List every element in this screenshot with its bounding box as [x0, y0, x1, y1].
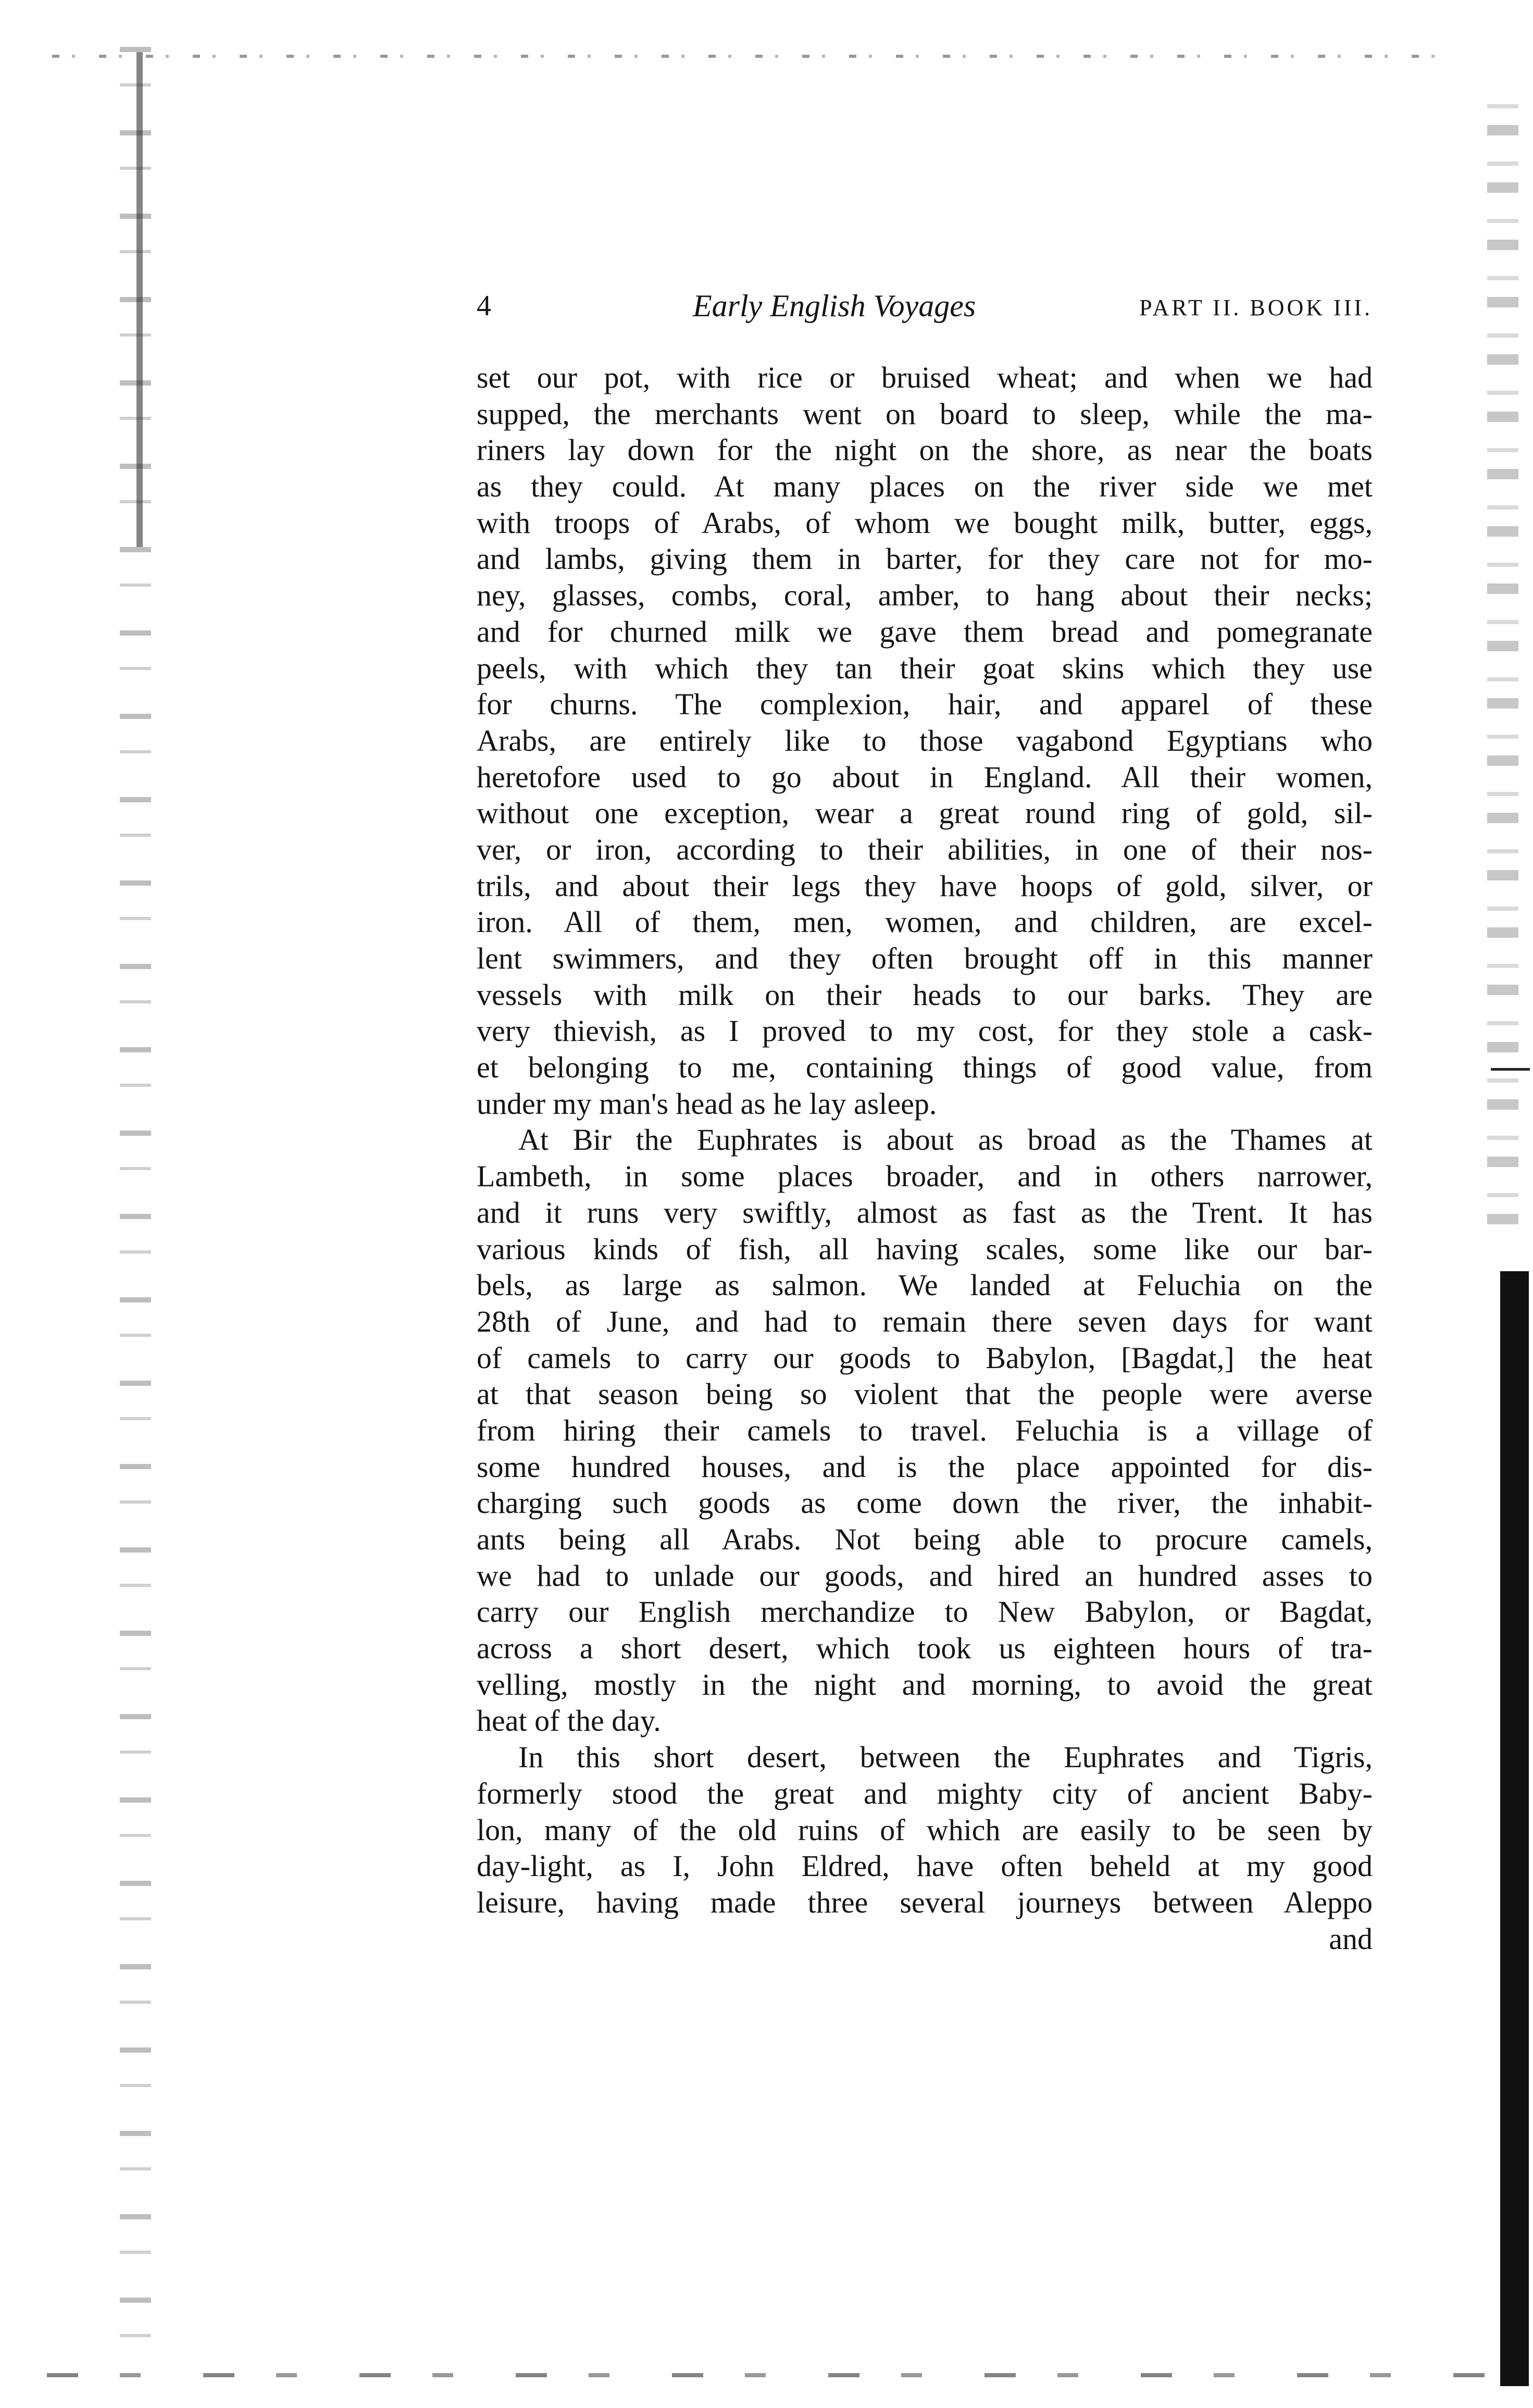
text-line: Arabs, are entirely like to those vagabond Egyptians who: [477, 723, 1373, 758]
text-line: lent swimmers, and they often brought off in this manner: [477, 941, 1373, 975]
text-line: from hiring their camels to travel. Feluchia is a village of: [477, 1413, 1373, 1447]
text-line: various kinds of fish, all having scales, some like our bar-: [477, 1232, 1373, 1266]
scan-gutter-shadow: [1500, 1271, 1529, 2386]
scan-edge-left: [120, 47, 151, 2339]
running-title: Early English Voyages: [693, 289, 976, 323]
text-line: 28th of June, and had to remain there seven days for want: [477, 1304, 1373, 1338]
text-line: supped, the merchants went on board to sleep, while the ma-: [477, 396, 1373, 431]
text-line: of camels to carry our goods to Babylon, [Bagdat,] the heat: [477, 1340, 1373, 1375]
text-line: under my man's head as he lay asleep.: [477, 1086, 937, 1121]
text-line: riners lay down for the night on the shore, as near the boats: [477, 433, 1373, 467]
text-line: and for churned milk we gave them bread and pomegranate: [477, 614, 1373, 649]
catchword: and: [1329, 1921, 1373, 1956]
text-line: with troops of Arabs, of whom we bought milk, butter, eggs,: [477, 505, 1373, 540]
text-line: leisure, having made three several journeys between Aleppo: [477, 1885, 1373, 1919]
text-line: at that season being so violent that the people were averse: [477, 1377, 1373, 1411]
page-number: 4: [477, 290, 491, 322]
text-line: for churns. The complexion, hair, and apparel of these: [477, 687, 1373, 722]
text-line: trils, and about their legs they have hoops of gold, silver, or: [477, 868, 1373, 903]
text-line: day-light, as I, John Eldred, have often beheld at my good: [477, 1849, 1373, 1883]
running-head: [477, 288, 1373, 324]
text-line: vessels with milk on their heads to our barks. They are: [477, 977, 1373, 1012]
text-line: et belonging to me, containing things of good value, from: [477, 1050, 1373, 1085]
text-line: lon, many of the old ruins of which are easily to be seen by: [477, 1813, 1373, 1847]
text-line: formerly stood the great and mighty city of ancient Baby-: [477, 1776, 1373, 1810]
text-line: heretofore used to go about in England. All their women,: [477, 760, 1373, 794]
text-line: and lambs, giving them in barter, for they care not for mo-: [477, 542, 1373, 576]
text-line: charging such goods as come down the river, the inhabit-: [477, 1486, 1373, 1520]
text-line: without one exception, wear a great round ring of gold, sil-: [477, 796, 1373, 830]
text-line: across a short desert, which took us eighteen hours of tra-: [477, 1631, 1373, 1666]
text-line: very thievish, as I proved to my cost, for they stole a cask-: [477, 1014, 1373, 1048]
text-line: set our pot, with rice or bruised wheat; and when we had: [477, 361, 1373, 394]
scan-binding-shadow: [136, 52, 143, 547]
text-line: ney, glasses, combs, coral, amber, to hang about their necks;: [477, 578, 1373, 613]
paragraph-start: At Bir the Euphrates is about as broad as the Thames at: [518, 1123, 1373, 1157]
text-line: as they could. At many places on the river side we met: [477, 469, 1373, 504]
text-line: carry our English merchandize to New Babylon, or Bagdat,: [477, 1595, 1373, 1629]
scan-edge-right: [1487, 104, 1518, 1250]
text-line: some hundred houses, and is the place appointed for dis-: [477, 1449, 1373, 1484]
paragraph-start: In this short desert, between the Euphrates and Tigris,: [518, 1740, 1373, 1774]
part-book-label: PART II. BOOK III.: [1139, 295, 1373, 320]
scan-edge-top: [52, 55, 1459, 58]
scan-edge-bottom: [47, 2373, 1495, 2377]
text-line: iron. All of them, men, women, and children, are excel-: [477, 905, 1373, 939]
text-line: velling, mostly in the night and morning, to avoid the great: [477, 1667, 1373, 1702]
text-line: ver, or iron, according to their abilities, in one of their nos-: [477, 832, 1373, 866]
body-text: [477, 359, 1373, 1957]
text-line: peels, with which they tan their goat skins which they use: [477, 651, 1373, 685]
text-line: Lambeth, in some places broader, and in others narrower,: [477, 1159, 1373, 1194]
text-line: we had to unlade our goods, and hired an hundred asses to: [477, 1558, 1373, 1593]
scan-mark: [1491, 1068, 1530, 1071]
text-line: and it runs very swiftly, almost as fast as the Trent. It has: [477, 1195, 1373, 1230]
text-line: ants being all Arabs. Not being able to procure camels,: [477, 1522, 1373, 1556]
text-line: bels, as large as salmon. We landed at Feluchia on the: [477, 1268, 1373, 1302]
text-line: heat of the day.: [477, 1704, 661, 1738]
